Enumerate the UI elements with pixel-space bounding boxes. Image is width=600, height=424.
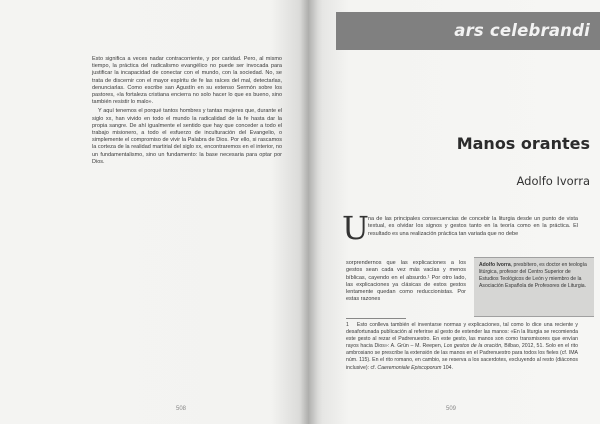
article-author: Adolfo Ivorra <box>516 174 590 188</box>
footnote-book-title: Los gestos de la oración <box>443 343 502 350</box>
footnote-text-3: 104. <box>441 364 453 371</box>
author-bio <box>479 262 589 290</box>
section-title: ars celebrandi <box>454 21 590 40</box>
section-header-band <box>336 12 600 50</box>
footnote-text-1: Esto conlleva también el inventarse normas y explicaciones, tal como lo dice una reciente y desafortunada publicación al referirse al gesto de extender las manos: «En la liturgia se recomienda este gesto al rezar el Padrenuestro. En este gesto, las manos son como transmisores que envían rayos hacia Dios»: A. Grün – M. Reepen, <box>346 322 578 350</box>
left-page-body <box>92 56 282 168</box>
left-paragraph-1: Esto significa a veces nadar contracorriente, y por caridad. Pero, al mismo tiempo, la práctica del radicalismo evangélico no puede ser invocada para justificar la incapacidad de conectar con el mundo, con la sociedad. No, se trata de discernir con el mayor espíritu de fe las raíces del mal, detectarlas, denunciarlas. Como escribe san Agustín en su extenso Sermón sobre los pastores, «la fortaleza cristiana encierra no solo hacer lo que es bueno, sino también resistir lo malo». <box>92 56 282 106</box>
bio-text: , presbítero, es doctor en teología litúrgica, profesor del Centro Superior de Estudios Teológicos de León y miembro de la Asociación Española de Profesores de Liturgia. <box>479 262 587 289</box>
intro-text-narrow: sorprendernos que las explicaciones a los gestos sean cada vez más vacías y menos bíblicas, cayendo en el absurdo.¹ Por otro lado, las explicaciones ya clásicas de estos gestos lentamente quedan como reduccionistas. Por estas razones <box>346 260 466 303</box>
left-page-number: 508 <box>176 406 187 412</box>
author-bio-box <box>474 257 594 317</box>
footnote-reference: Caeremoniale Episcoporum <box>377 364 442 371</box>
left-paragraph-2: Y aquí tenemos el porqué tantos hombres y tantas mujeres que, durante el siglo xx, han vivido en todo el mundo la radicalidad de la fe hasta dar la propia sangre. De ahí igualmente el sentido que hay que conceder a todo el trabajo misionero, a todo el esfuerzo de inculturación del Evangelio, o simplemente el compromiso de vivir la Palabra de Dios. Por ello, si rascamos la corteza de la realidad martirial del siglo xx, encontraremos en el interior, no un fundamentalismo, sino un fundamento: la base necesaria para optar por Dios. <box>92 108 282 165</box>
bio-author-name: Adolfo Ivorra <box>479 262 511 268</box>
footnote-number: 1 <box>346 322 349 328</box>
intro-text-wide: na de las principales consecuencias de concebir la liturgia desde un punto de vista textual, es olvidar los signos y gestos tanto en la teoría como en la práctica. El resultado es una realización práctica tan variada que no debe <box>368 216 578 237</box>
article-title: Manos orantes <box>456 134 590 153</box>
footnote-divider <box>346 318 406 319</box>
right-page-number: 509 <box>446 406 457 412</box>
book-gutter <box>300 0 318 424</box>
footnote-text-2: , Bilbao, 2012, 51. Solo en el rito ambrosiano se prescribe la extensión de las manos en el Padrenuestro para todos los fieles (cf. IMA núm. 115). En el rito romano, en cambio, se reserva a los sacerdotes, excluyendo al resto (diáconos inclusive): cf. <box>346 343 578 371</box>
footnote <box>346 322 578 372</box>
drop-cap: U <box>342 209 369 247</box>
